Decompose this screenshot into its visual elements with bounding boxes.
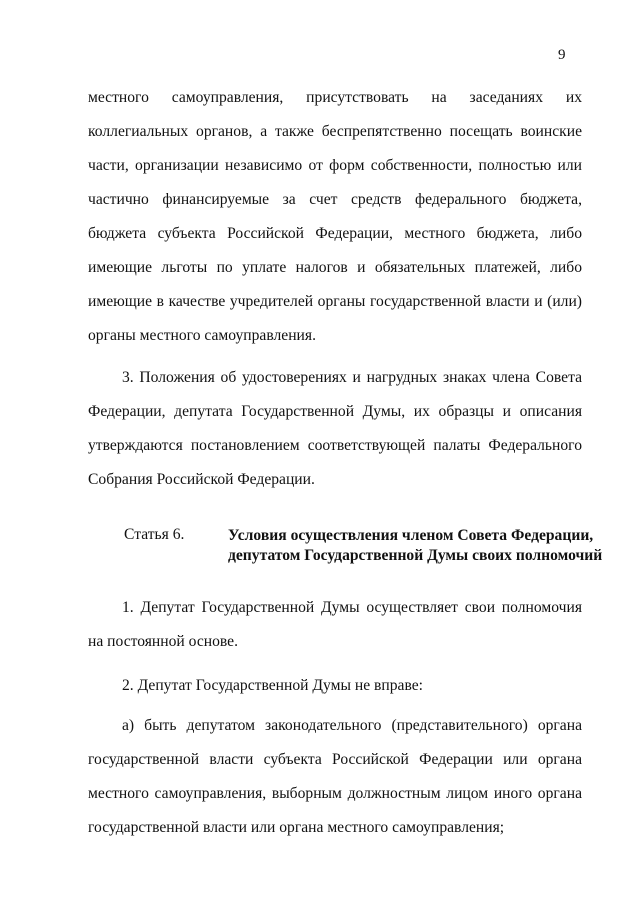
text-line: государственной власти или органа местного самоуправления; (88, 819, 505, 836)
text-line: Федерации, депутата Государственной Думы, их образцы и описания (88, 403, 582, 420)
text-line: имеющие льготы по уплате налогов и обязательных платежей, либо (88, 259, 582, 276)
text-line: бюджета субъекта Российской Федерации, местного бюджета, либо (88, 225, 582, 242)
text-line: 1. Депутат Государственной Думы осуществляет свои полномочия (122, 599, 582, 616)
article-label: Статья 6. (124, 526, 185, 543)
text-line: частично финансируемые за счет средств федерального бюджета, (88, 191, 582, 208)
text-line: на постоянной основе. (88, 633, 238, 650)
text-line: 2. Депутат Государственной Думы не вправе: (122, 677, 423, 694)
text-line: органы местного самоуправления. (88, 327, 316, 344)
text-line: Собрания Российской Федерации. (88, 471, 315, 488)
article-title (228, 526, 603, 566)
text-line: 3. Положения об удостоверениях и нагрудных знаках члена Совета (122, 369, 582, 386)
text-line: имеющие в качестве учредителей органы государственной власти и (или) (88, 293, 582, 310)
text-line: местного самоуправления, выборным должностным лицом иного органа (88, 785, 582, 802)
text-line: местного самоуправления, присутствовать на заседаниях их (88, 89, 582, 106)
text-line: государственной власти субъекта Российской Федерации или органа (88, 751, 582, 768)
text-line: а) быть депутатом законодательного (представительного) органа (122, 717, 582, 734)
article-title-line: Условия осуществления членом Совета Федерации, (228, 527, 594, 544)
article-title-line: депутатом Государственной Думы своих полномочий (228, 547, 603, 564)
text-line: коллегиальных органов, а также беспрепятственно посещать воинские (88, 123, 582, 140)
text-line: части, организации независимо от форм собственности, полностью или (88, 157, 582, 174)
text-line: утверждаются постановлением соответствующей палаты Федерального (88, 437, 582, 454)
page-number: 9 (558, 47, 566, 63)
